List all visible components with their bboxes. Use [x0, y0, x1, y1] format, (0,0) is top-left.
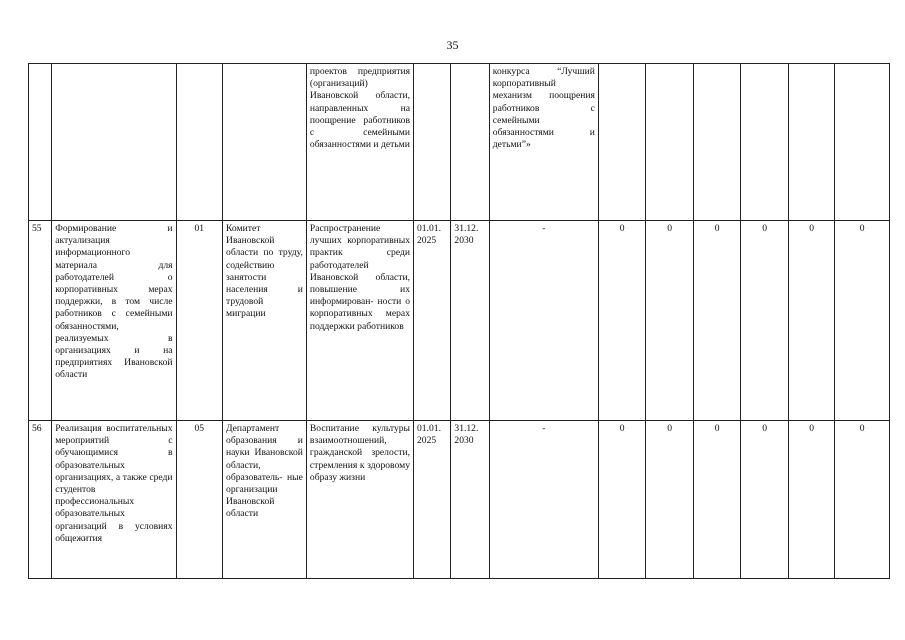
value-cell: 0: [598, 221, 645, 421]
value-cell: 0: [835, 221, 890, 421]
executor-cell: Комитет Ивановской области по труду, содействию занятости населения и трудовой миграции: [223, 221, 307, 421]
page-number: 35: [446, 38, 459, 52]
code-cell: 05: [176, 421, 222, 579]
value-cell: [693, 64, 740, 221]
end-date-cell: 31.12. 2030: [451, 221, 489, 421]
start-date-cell: [414, 64, 451, 221]
value-cell: 0: [646, 421, 693, 579]
activity-title-cell: Реализация воспитательных мероприятий с обучающимися в образовательных организациях, а также среди студентов профессиональных образовательных организаций в условиях общежития: [52, 421, 176, 579]
indicator-cell: конкурса “Лучший корпоративный механизм поощрения работников с семейными обязанностями и детьми”»: [489, 64, 598, 221]
activity-title-cell: [52, 64, 176, 221]
executor-cell: Департамент образования и науки Ивановской области, образователь- ные организации Ивановской области: [223, 421, 307, 579]
row-number-cell: [29, 64, 52, 221]
value-cell: 0: [835, 421, 890, 579]
row-number-cell: 55: [29, 221, 52, 421]
value-cell: 0: [788, 221, 834, 421]
end-date-cell: 31.12. 2030: [451, 421, 489, 579]
value-cell: [741, 64, 788, 221]
value-cell: 0: [693, 221, 740, 421]
expected-result-cell: Воспитание культуры взаимоотношений, гражданской зрелости, стремления к здоровому образу жизни: [306, 421, 413, 579]
code-cell: 01: [176, 221, 222, 421]
value-cell: 0: [693, 421, 740, 579]
table-row: [29, 421, 890, 579]
start-date-cell: 01.01. 2025: [414, 221, 451, 421]
value-cell: [646, 64, 693, 221]
value-cell: 0: [788, 421, 834, 579]
executor-cell: [223, 64, 307, 221]
activity-title-cell: Формирование и актуализация информационного материала для работодателей о корпоративных мерах поддержки, в том числе работников с семейными обязанностями, реализуемых в организациях и на предприятиях Ивановской области: [52, 221, 176, 421]
indicator-cell: -: [489, 421, 598, 579]
value-cell: 0: [741, 421, 788, 579]
value-cell: [835, 64, 890, 221]
value-cell: [788, 64, 834, 221]
expected-result-cell: Распространение лучших корпоративных практик среди работодателей Ивановской области, повышение их информирован- ности о корпоративных мерах поддержки работников: [306, 221, 413, 421]
table-row: [29, 64, 890, 221]
value-cell: 0: [598, 421, 645, 579]
expected-result-cell: проектов предприятия (организаций) Ивановской области, направленных на поощрение работников с семейными обязанностями и детьми: [306, 64, 413, 221]
value-cell: [598, 64, 645, 221]
table-row: [29, 221, 890, 421]
indicator-cell: -: [489, 221, 598, 421]
value-cell: 0: [646, 221, 693, 421]
value-cell: 0: [741, 221, 788, 421]
program-table: [28, 63, 890, 579]
start-date-cell: 01.01. 2025: [414, 421, 451, 579]
code-cell: [176, 64, 222, 221]
row-number-cell: 56: [29, 421, 52, 579]
end-date-cell: [451, 64, 489, 221]
